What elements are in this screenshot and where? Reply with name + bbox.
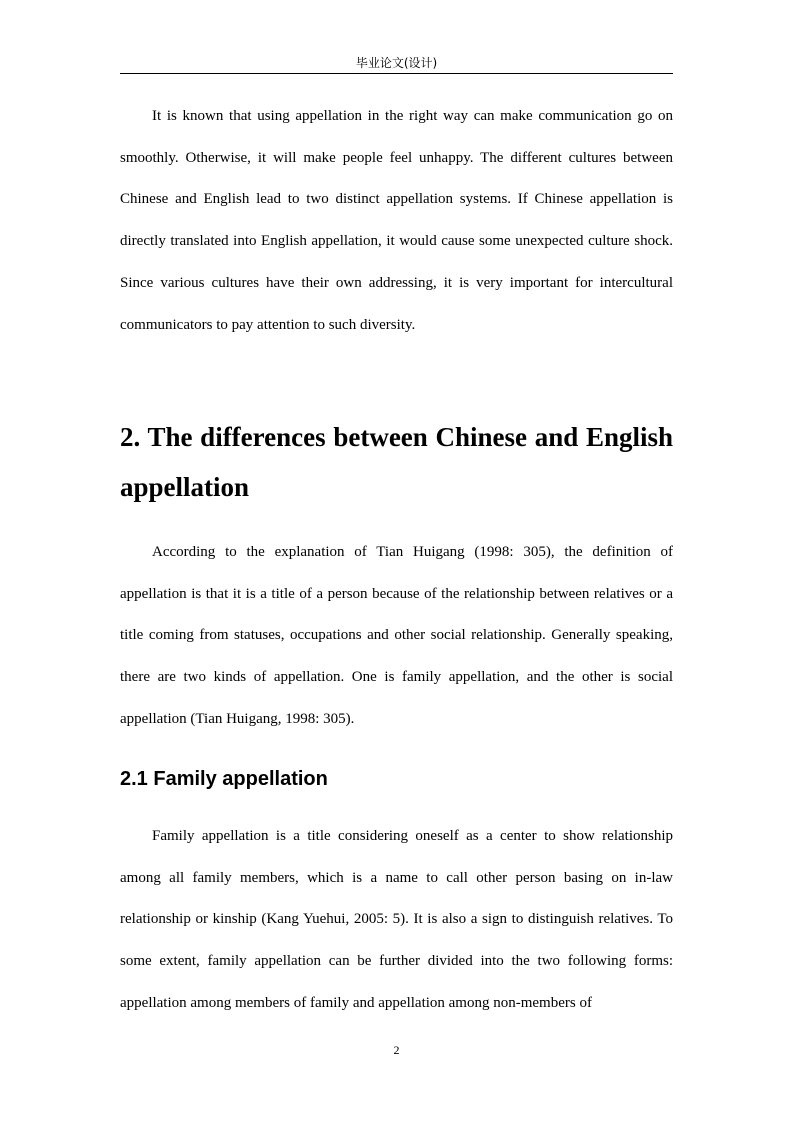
header-rule — [120, 73, 673, 74]
family-appellation-paragraph: Family appellation is a title considering oneself as a center to show relationship among all family members, which is a name to call other person basing on in-law relationship or kinship (Kang Yuehui, 2005: 5). It is also a sign to distinguish relatives. To some extent, family appellation can be further divided into the two following forms: appellation among members of family and appellation among non-members of — [120, 828, 673, 1011]
page-number: 2 — [393, 1043, 400, 1057]
running-header: 毕业论文(设计) — [355, 56, 438, 70]
intro-paragraph: It is known that using appellation in the right way can make communication go on smoothly. Otherwise, it will make people feel unhappy. The different cultures between Chinese and English lead to two distinct appellation systems. If Chinese appellation is directly translated into English appellation, it would cause some unexpected culture shock. Since various cultures have their own addressing, it is very important for intercultural communicators to pay attention to such diversity. — [120, 108, 673, 333]
subsection-heading: 2.1 Family appellation — [120, 768, 328, 790]
section-heading: 2. The differences between Chinese and English appellation — [120, 422, 673, 502]
definition-paragraph: According to the explanation of Tian Huigang (1998: 305), the definition of appellation is that it is a title of a person because of the relationship between relatives or a title coming from statuses, occupations and other social relationship. Generally speaking, there are two kinds of appellation. One is family appellation, and the other is social appellation (Tian Huigang, 1998: 305). — [120, 544, 673, 727]
